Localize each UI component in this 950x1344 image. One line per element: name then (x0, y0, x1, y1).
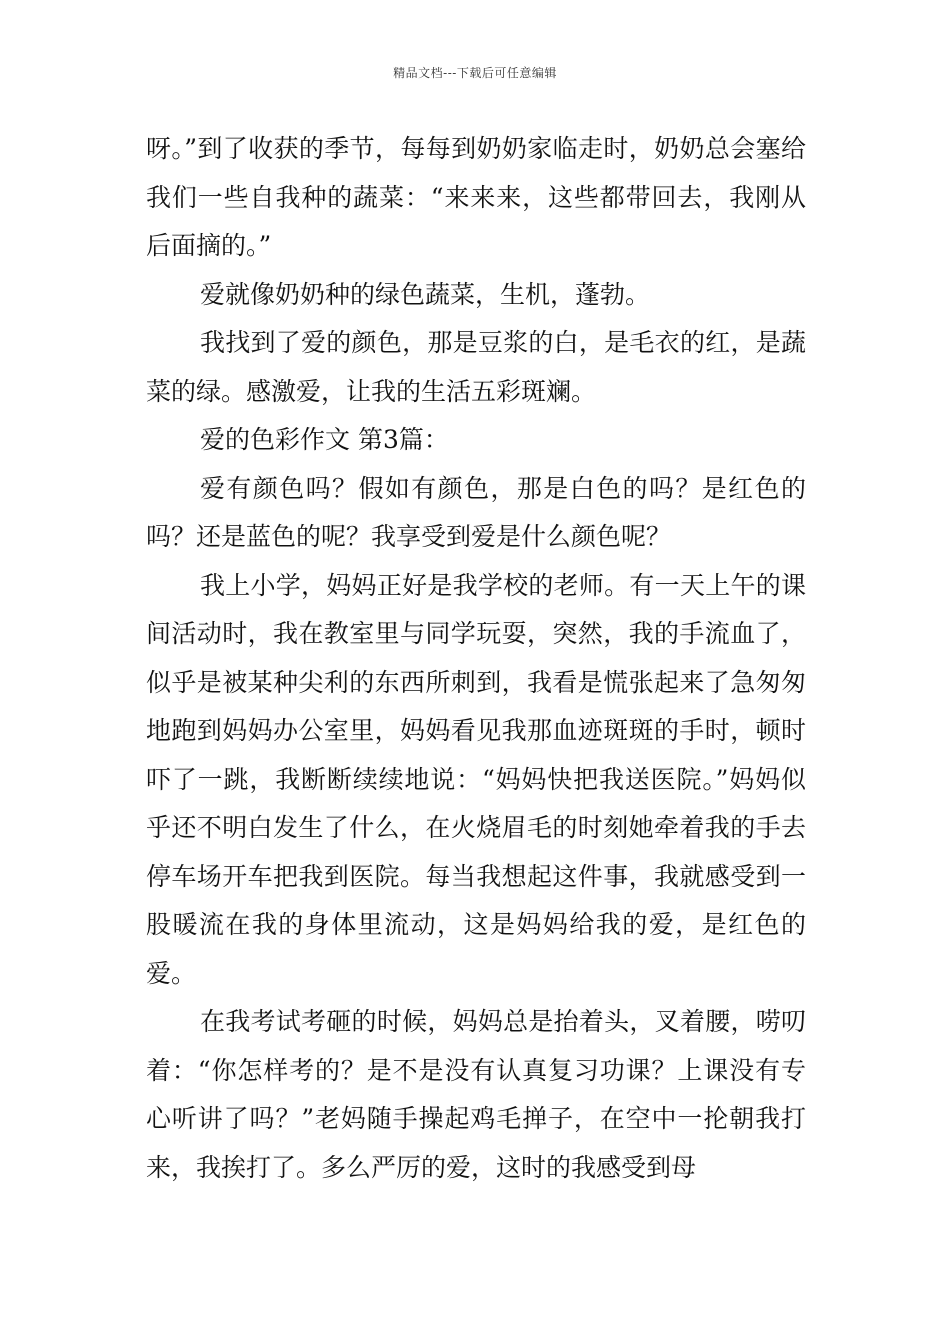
document-body (146, 125, 806, 1192)
paragraph-vegetable-love: 爱就像奶奶种的绿色蔬菜，生机，蓬勃。 (200, 279, 651, 309)
paragraph-question: 爱有颜色吗？假如有颜色，那是白色的吗？是红色的吗？还是蓝色的呢？我享受到爱是什么颜色呢？ (146, 473, 806, 551)
page-header: 精品文档---下载后可任意编辑 (393, 66, 557, 80)
paragraph-red-love: 我上小学，妈妈正好是我学校的老师。有一天上午的课间活动时，我在教室里与同学玩耍，突然，我的手流血了，似乎是被某种尖利的东西所刺到，我看是慌张起来了急匆匆地跑到妈妈办公室里，妈妈看见我那血迹斑斑的手时，顿时吓了一跳，我断断续续地说：“妈妈快把我送医院。”妈妈似乎还不明白发生了什么，在火烧眉毛的时刻她牵着我的手去停车场开车把我到医院。每当我想起这件事，我就感受到一股暖流在我的身体里流动，这是妈妈给我的爱，是红色的爱。 (146, 570, 806, 988)
paragraph-colors-of-love: 我找到了爱的颜色，那是豆浆的白，是毛衣的红，是蔬菜的绿。感激爱，让我的生活五彩斑斓。 (146, 328, 806, 406)
section-heading: 爱的色彩作文 第3篇： (200, 425, 449, 454)
paragraph-strict-love: 在我考试考砸的时候，妈妈总是抬着头，叉着腰，唠叨着：“你怎样考的？是不是没有认真复习功课？上课没有专心听讲了吗？”老妈随手操起鸡毛掸子，在空中一抡朝我打来，我挨打了。多么严厉的爱，这时的我感受到母 (146, 1007, 806, 1182)
paragraph-continuation: 呀。”到了收获的季节，每每到奶奶家临走时，奶奶总会塞给我们一些自我种的蔬菜：“来来来，这些都带回去，我刚从后面摘的。” (146, 134, 806, 260)
